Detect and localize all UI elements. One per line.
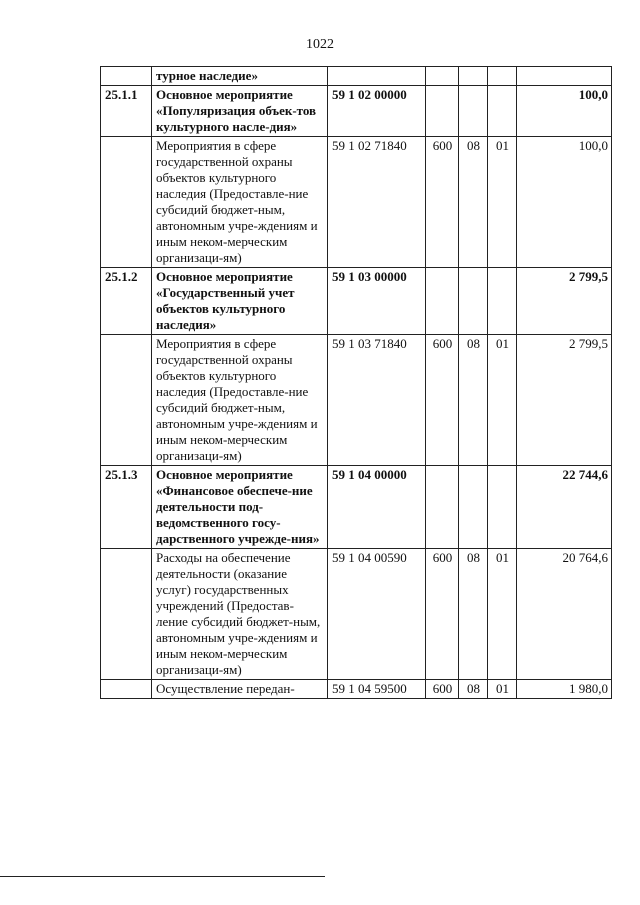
target-article-code-cell: 59 1 02 00000 (328, 86, 426, 137)
expense-type-code-cell (426, 268, 459, 335)
row-name-cell: Расходы на обеспечение деятельности (оказание услуг) государственных учреждений (Предостав-ление субсидий бюджет-ным, автономным учре-ждениям и иным неком-мерческим организаци-ям) (152, 549, 328, 680)
row-name-cell: Мероприятия в сфере государственной охраны объектов культурного наследия (Предоставле-ние субсидий бюджет-ным, автономным учре-ждениям и иным неком-мерческим организаци-ям) (152, 137, 328, 268)
table-body (101, 67, 612, 699)
subsection-code-cell (488, 466, 517, 549)
subsection-code-cell: 01 (488, 680, 517, 699)
expense-type-code-cell: 600 (426, 680, 459, 699)
target-article-code-cell: 59 1 04 00590 (328, 549, 426, 680)
row-name-cell: турное наследие» (152, 67, 328, 86)
target-article-code-cell: 59 1 04 59500 (328, 680, 426, 699)
table-row (101, 549, 612, 680)
row-number-cell: 25.1.2 (101, 268, 152, 335)
row-number-cell (101, 137, 152, 268)
target-article-code-cell: 59 1 02 71840 (328, 137, 426, 268)
footnote-separator (0, 876, 325, 877)
subsection-code-cell: 01 (488, 549, 517, 680)
section-code-cell: 08 (459, 549, 488, 680)
row-number-cell: 25.1.3 (101, 466, 152, 549)
subsection-code-cell (488, 268, 517, 335)
row-number-cell (101, 680, 152, 699)
row-number-cell (101, 549, 152, 680)
subsection-code-cell (488, 86, 517, 137)
row-number-cell (101, 335, 152, 466)
row-name-cell: Осуществление передан- (152, 680, 328, 699)
section-code-cell: 08 (459, 137, 488, 268)
row-number-cell (101, 67, 152, 86)
expense-type-code-cell: 600 (426, 137, 459, 268)
amount-cell: 22 744,6 (517, 466, 612, 549)
expense-type-code-cell (426, 67, 459, 86)
target-article-code-cell: 59 1 03 71840 (328, 335, 426, 466)
target-article-code-cell: 59 1 04 00000 (328, 466, 426, 549)
table-row (101, 268, 612, 335)
target-article-code-cell: 59 1 03 00000 (328, 268, 426, 335)
amount-cell: 1 980,0 (517, 680, 612, 699)
row-name-cell: Основное мероприятие «Популяризация объек-тов культурного насле-дия» (152, 86, 328, 137)
table-row (101, 335, 612, 466)
table-row (101, 680, 612, 699)
table-row (101, 137, 612, 268)
budget-table (100, 66, 612, 699)
target-article-code-cell (328, 67, 426, 86)
section-code-cell: 08 (459, 335, 488, 466)
expense-type-code-cell: 600 (426, 549, 459, 680)
section-code-cell (459, 466, 488, 549)
amount-cell: 2 799,5 (517, 335, 612, 466)
subsection-code-cell: 01 (488, 335, 517, 466)
page-number: 1022 (306, 37, 334, 52)
section-code-cell (459, 268, 488, 335)
table-row (101, 67, 612, 86)
row-number-cell: 25.1.1 (101, 86, 152, 137)
row-name-cell: Мероприятия в сфере государственной охраны объектов культурного наследия (Предоставле-ние субсидий бюджет-ным, автономным учре-ждениям и иным неком-мерческим организаци-ям) (152, 335, 328, 466)
section-code-cell (459, 86, 488, 137)
subsection-code-cell: 01 (488, 137, 517, 268)
amount-cell: 100,0 (517, 137, 612, 268)
row-name-cell: Основное мероприятие «Финансовое обеспече-ние деятельности под-ведомственного госу-дарственного учрежде-ния» (152, 466, 328, 549)
subsection-code-cell (488, 67, 517, 86)
amount-cell: 20 764,6 (517, 549, 612, 680)
section-code-cell: 08 (459, 680, 488, 699)
section-code-cell (459, 67, 488, 86)
expense-type-code-cell (426, 466, 459, 549)
amount-cell: 100,0 (517, 86, 612, 137)
expense-type-code-cell: 600 (426, 335, 459, 466)
expense-type-code-cell (426, 86, 459, 137)
amount-cell: 2 799,5 (517, 268, 612, 335)
table-row (101, 466, 612, 549)
row-name-cell: Основное мероприятие «Государственный учет объектов культурного наследия» (152, 268, 328, 335)
table-row (101, 86, 612, 137)
amount-cell (517, 67, 612, 86)
